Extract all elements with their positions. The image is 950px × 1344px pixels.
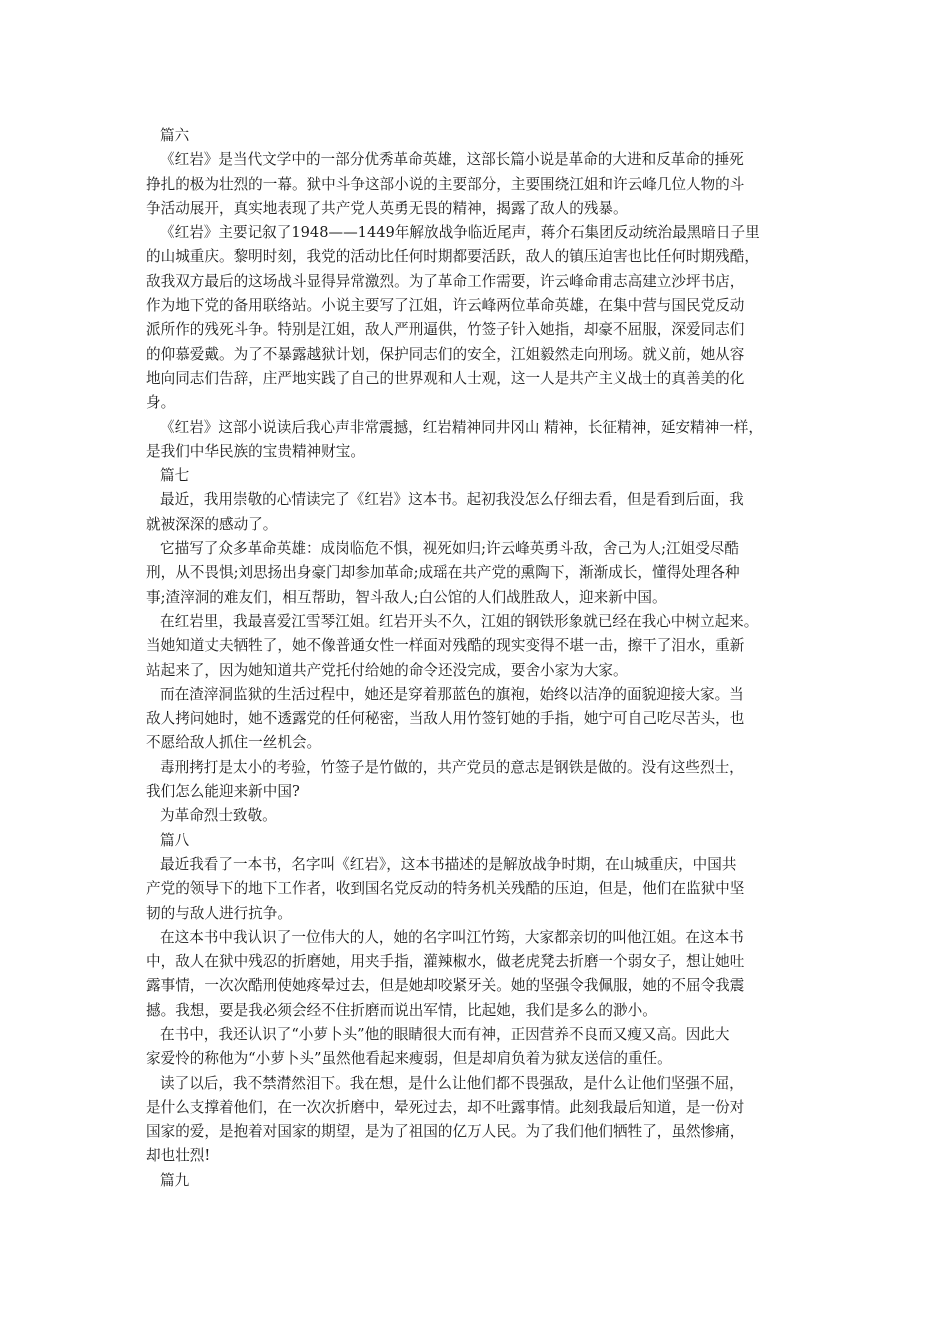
text-line: 中，敌人在狱中残忍的折磨她，用夹手指，灌辣椒水，做老虎凳去折磨一个弱女子，想让她吐	[146, 953, 745, 971]
text-line: 家爱怜的称他为“小萝卜头”虽然他看起来瘦弱，但是却肩负着为狱友送信的重任。	[146, 1050, 672, 1068]
section-heading: 篇八	[160, 831, 190, 849]
text-line: 却也壮烈!	[146, 1147, 211, 1165]
paragraph	[146, 804, 812, 828]
text-line: 《红岩》这部小说读后我心声非常震撼，红岩精神同井冈山 精神，长征精神，延安精神一样，	[160, 418, 763, 436]
text-line: 在这本书中我认识了一位伟大的人，她的名字叫江竹筠，大家都亲切的叫他江姐。在这本书	[160, 928, 744, 946]
text-line: 刑，从不畏惧;刘思扬出身豪门却参加革命;成瑶在共产党的熏陶下，渐渐成长，懂得处理各种	[146, 564, 740, 582]
text-line: 敌我双方最后的这场战斗显得异常激烈。为了革命工作需要，许云峰命甫志高建立沙坪书店，	[146, 272, 745, 290]
text-line: 毒刑拷打是太小的考验，竹签子是竹做的，共产党员的意志是钢铁是做的。没有这些烈士，	[160, 758, 744, 776]
document-body	[146, 124, 812, 1193]
text-line: 我们怎么能迎来新中国?	[146, 783, 300, 801]
paragraph	[146, 221, 812, 415]
text-line: 为革命烈士致敬。	[160, 807, 277, 825]
text-line: 而在渣滓洞监狱的生活过程中，她还是穿着那蓝色的旗袍，始终以洁净的面貌迎接大家。当	[160, 685, 744, 703]
text-line: 韧的与敌人进行抗争。	[146, 904, 292, 922]
text-line: 最近，我用崇敬的心情读完了《红岩》这本书。起初我没怎么仔细去看，但是看到后面，我	[160, 491, 744, 509]
text-line: 《红岩》是当代文学中的一部分优秀革命英雄，这部长篇小说是革命的大进和反革命的捶死	[160, 151, 744, 169]
paragraph	[146, 610, 812, 683]
paragraph	[146, 488, 812, 537]
paragraph	[146, 416, 812, 465]
text-line: 当她知道丈夫牺牲了，她不像普通女性一样面对残酷的现实变得不堪一击，擦干了泪水，重新	[146, 637, 745, 655]
text-line: 的山城重庆。黎明时刻，我党的活动比任何时期都要活跃，敌人的镇压迫害也比任何时期残酷，	[146, 248, 759, 266]
text-line: 争活动展开，真实地表现了共产党人英勇无畏的精神，揭露了敌人的残暴。	[146, 199, 628, 217]
paragraph	[146, 1023, 812, 1072]
text-line: 产党的领导下的地下工作者，收到国名党反动的特务机关残酷的压迫，但是，他们在监狱中坚	[146, 880, 745, 898]
text-line: 是什么支撑着他们，在一次次折磨中，晕死过去，却不吐露事情。此刻我最后知道，是一份对	[146, 1098, 745, 1116]
text-line: 敌人拷问她时，她不透露党的任何秘密，当敌人用竹签钉她的手指，她宁可自己吃尽苦头，也	[146, 710, 745, 728]
section-heading: 篇七	[160, 467, 190, 485]
section-heading: 篇六	[160, 127, 190, 144]
text-line: 是我们中华民族的宝贵精神财宝。	[146, 442, 365, 460]
text-line: 露事情，一次次酷刑使她疼晕过去，但是她却咬紧牙关。她的坚强令我佩服，她的不屈令我震	[146, 977, 745, 995]
text-line: 国家的爱，是抱着对国家的期望，是为了祖国的亿万人民。为了我们他们牺牲了，虽然惨痛，	[146, 1123, 745, 1141]
text-line: 就被深深的感动了。	[146, 515, 278, 533]
text-line: 挣扎的极为壮烈的一幕。狱中斗争这部小说的主要部分，主要围绕江姐和许云峰几位人物的斗	[146, 175, 745, 193]
text-line: 不愿给敌人抓住一丝机会。	[146, 734, 322, 752]
text-line: 在红岩里，我最喜爱江雪琴江姐。红岩开头不久，江姐的钢铁形象就已经在我心中树立起来。	[160, 612, 759, 630]
paragraph	[146, 926, 812, 1023]
text-line: 《红岩》主要记叙了1948——1449年解放战争临近尾声，蒋介石集团反动统治最黑暗日子里	[160, 224, 760, 242]
text-line: 在书中，我还认识了“小萝卜头”他的眼睛很大而有神，正因营养不良而又瘦又高。因此大	[160, 1025, 730, 1043]
text-line: 事;渣滓洞的难友们，相互帮助，智斗敌人;白公馆的人们战胜敌人，迎来新中国。	[146, 588, 667, 606]
section-heading: 篇九	[160, 1171, 190, 1189]
paragraph	[146, 1072, 812, 1169]
text-line: 站起来了，因为她知道共产党托付给她的命令还没完成，要舍小家为大家。	[146, 661, 628, 679]
text-line: 身。	[146, 394, 176, 412]
paragraph	[146, 148, 812, 221]
paragraph	[146, 537, 812, 610]
text-line: 撼。我想，要是我必须会经不住折磨而说出军情，比起她，我们是多么的渺小。	[146, 1001, 657, 1019]
paragraph	[146, 683, 812, 756]
text-line: 读了以后，我不禁潸然泪下。我在想，是什么让他们都不畏强敌，是什么让他们坚强不屈，	[160, 1074, 744, 1092]
text-line: 派所作的残死斗争。特别是江姐，敌人严刑逼供，竹签子针入她指，却豪不屈服，深爱同志们	[146, 321, 745, 339]
text-line: 最近我看了一本书，名字叫《红岩》，这本书描述的是解放战争时期，在山城重庆，中国共	[160, 855, 737, 873]
paragraph	[146, 756, 812, 805]
text-line: 地向同志们告辞，庄严地实践了自己的世界观和人士观，这一人是共产主义战士的真善美的化	[146, 369, 745, 387]
text-line: 作为地下党的备用联络站。小说主要写了江姐，许云峰两位革命英雄，在集中营与国民党反动	[146, 297, 745, 315]
text-line: 它描写了众多革命英雄：成岗临危不惧，视死如归;许云峰英勇斗敌，舍己为人;江姐受尽酷	[160, 540, 739, 558]
text-line: 的仰慕爱戴。为了不暴露越狱计划，保护同志们的安全，江姐毅然走向刑场。就义前，她从容	[146, 345, 745, 363]
paragraph	[146, 853, 812, 926]
